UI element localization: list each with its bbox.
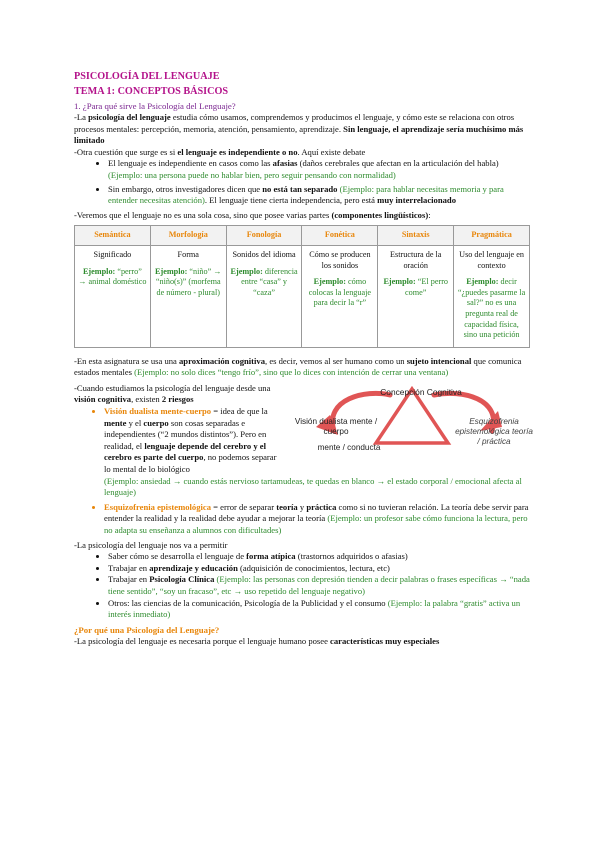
document-page (74, 70, 533, 647)
cognitive-diagram (294, 377, 534, 477)
riesgos-block (74, 382, 533, 537)
table-cell: Significado Ejemplo: “perro” → animal doméstico (75, 245, 151, 347)
paragraph-permitir: -La psicología del lenguaje nos va a permitir (74, 539, 228, 550)
diagram-left-label: Visión dualista mente / cuerpo (294, 416, 378, 436)
table-cell: Estructura de la oración Ejemplo: “El perro come” (378, 245, 454, 347)
paragraph-riesgos: -Cuando estudiamos la psicología del lenguaje desde una visión cognitiva, existen 2 riesgos (74, 382, 271, 405)
diagram-bottom-label: mente / conducta (317, 442, 381, 452)
table-header: Pragmática (454, 226, 530, 246)
permitir-list (74, 551, 530, 621)
paragraph-definicion: -La psicología del lenguaje estudia cómo usamos, comprendemos y producimos el lenguaje, y cómo este se relaciona con otros procesos mentales: percepción, memoria, atención, pensamiento, aprendizaje. Sin lenguaje, el aprendizaje sería muchísimo más limitado (74, 112, 524, 146)
paragraph-aproximacion: -En esta asignatura se usa una aproximación cognitiva, es decir, vemos al ser humano como un sujeto intencional que comunica estados mentales (Ejemplo: no solo dices “tengo frío”, sino que lo dices con intención de cerrar una ventana) (74, 355, 522, 378)
list-item: • Sin embargo, otros investigadores dicen que no está tan separado (Ejemplo: para hablar necesitas memoria y para entender necesitas atención). El lenguaje tiene cierta independencia, pero está muy interrelacionado (108, 184, 530, 207)
list-item: • Esquizofrenia epistemológica = error de separar teoría y práctica como si no tuvieran relación. La teoría debe servir para entender la realidad y la realidad debe ayudar a mejorar la teoría (Ejemplo: un profesor sabe cómo funciona la lectura, pero no adapta su enseñanza a alumnos con dificultades) (104, 502, 530, 537)
table-header: Semántica (75, 226, 151, 246)
table-cell: Forma Ejemplo: “niño” → “niño(s)” (morfema de número - plural) (150, 245, 226, 347)
triangle-icon (376, 389, 448, 443)
table-header-row (75, 226, 530, 246)
section-title: TEMA 1: CONCEPTOS BÁSICOS (74, 86, 229, 97)
list-item: • Otros: las ciencias de la comunicación, Psicología de la Publicidad y el consumo (Ejemplo: la palabra “gratis” activa un interés inmediato) (108, 598, 530, 621)
paragraph-necesaria: -La psicología del lenguaje es necesaria porque el lenguaje humano posee características muy especiales (74, 635, 440, 646)
list-item: • Saber cómo se desarrolla el lenguaje de forma atípica (trastornos adquiridos o afasias) (108, 551, 530, 563)
document-title: PSICOLOGÍA DEL LENGUAJE (74, 71, 220, 82)
heading-por-que: ¿Por qué una Psicología del Lenguaje? (74, 624, 220, 635)
paragraph-componentes: -Veremos que el lenguaje no es una sola cosa, sino que posee varias partes (componentes lingüísticos): (74, 209, 431, 220)
table-row (75, 245, 530, 347)
list-item: • El lenguaje es independiente en casos como las afasias (daños cerebrales que afectan en la articulación del habla) (Ejemplo: una persona puede no hablar bien, pero seguir pensando con normalidad) (108, 158, 530, 181)
list-item: • Trabajar en Psicología Clínica (Ejemplo: las personas con depresión tienden a decir palabras o frases específicas → “nada tiene sentido”, “soy un fracaso”, etc → uso repetido del lenguaje negativo) (108, 574, 530, 597)
componentes-table (74, 225, 530, 347)
table-cell: Uso del lenguaje en contexto Ejemplo: decir “¿puedes pasarme la sal?” no es una pregunta real de capacidad física, sino una petición (454, 245, 530, 347)
table-cell: Sonidos del idioma Ejemplo: diferencia entre “casa” y “caza” (226, 245, 302, 347)
table-cell: Cómo se producen los sonidos Ejemplo: cómo colocas la lenguaje para decir la “r” (302, 245, 378, 347)
paragraph-independencia: -Otra cuestión que surge es si el lenguaje es independiente o no. Aquí existe debate (74, 146, 366, 157)
list-item: • Trabajar en aprendizaje y educación (adquisición de conocimientos, lectura, etc) (108, 563, 530, 575)
table-header: Fonología (226, 226, 302, 246)
table-header: Sintaxis (378, 226, 454, 246)
diagram-right-label: Esquizofrenia epistemológica teoría / práctica (455, 416, 533, 446)
heading-para-que-sirve: 1. ¿Para qué sirve la Psicología del Lenguaje? (74, 101, 236, 111)
table-header: Morfología (150, 226, 226, 246)
list-item: • Visión dualista mente-cuerpo = idea de que la mente y el cuerpo son cosas separadas e independientes (“2 mundos distintos”). Pero en realidad, el lenguaje depende del cerebro y el cerebro es parte del cuerpo, no podemos separar lo mental de lo biológico (Ejemplo: ansiedad → cuando estás nervioso tartamudeas, te quedas en blanco → el estado corporal / emocional afecta al lenguaje) (104, 406, 530, 499)
diagram-top-label: Concepción Cognitiva (380, 386, 462, 397)
table-header: Fonética (302, 226, 378, 246)
independencia-list (74, 158, 530, 206)
